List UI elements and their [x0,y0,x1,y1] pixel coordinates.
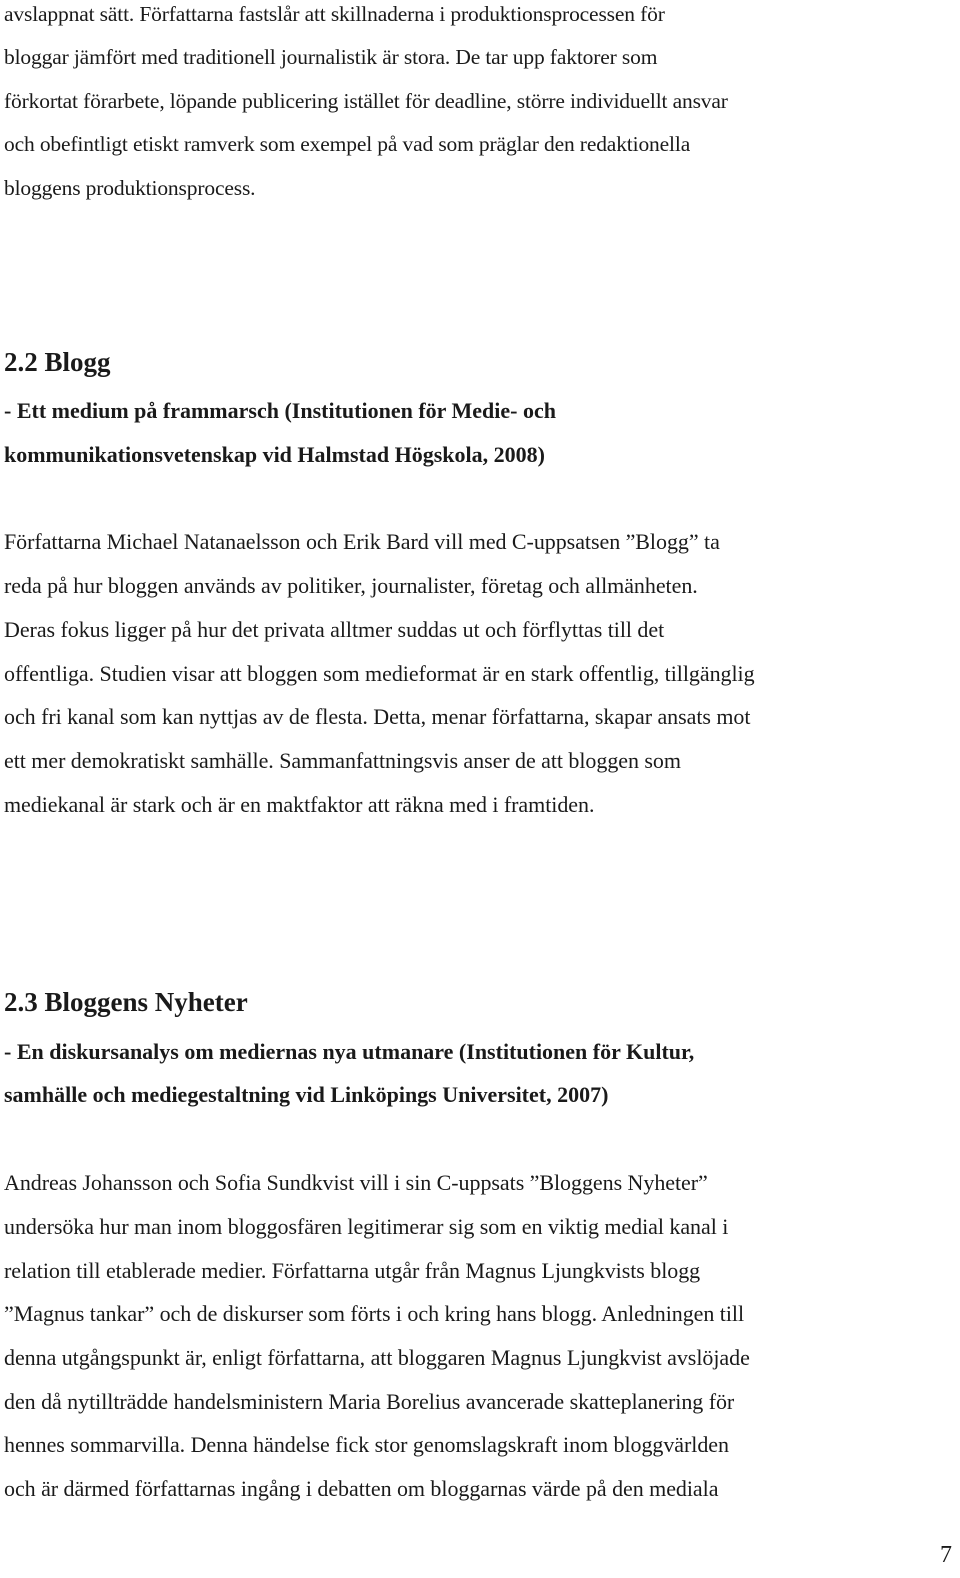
text-line: ”Magnus tankar” och de diskurser som förts i och kring hans blogg. Anledningen till [4,1301,745,1326]
section-subtitle-line: samhälle och mediegestaltning vid Linköpings Universitet, 2007) [4,1082,609,1107]
section-heading: 2.3 Bloggens Nyheter [4,987,248,1017]
section-subtitle-line: - En diskursanalys om mediernas nya utmanare (Institutionen för Kultur, [4,1039,695,1064]
page-number: 7 [940,1542,952,1568]
text-line: relation till etablerade medier. Författarna utgår från Magnus Ljungkvists blogg [4,1258,701,1283]
section-subtitle-line: kommunikationsvetenskap vid Halmstad Högskola, 2008) [4,442,545,467]
text-line: undersöka hur man inom bloggosfären legitimerar sig som en viktig medial kanal i [4,1214,729,1239]
section-heading: 2.2 Blogg [4,347,111,377]
text-line: reda på hur bloggen används av politiker, journalister, företag och allmänheten. [4,573,698,598]
text-line: mediekanal är stark och är en maktfaktor att räkna med i framtiden. [4,792,595,817]
section-subtitle-line: - Ett medium på frammarsch (Institutionen för Medie- och [4,398,556,423]
text-line: offentliga. Studien visar att bloggen som medieformat är en stark offentlig, tillgänglig [4,661,755,686]
text-line: och fri kanal som kan nyttjas av de flesta. Detta, menar författarna, skapar ansats mot [4,704,751,729]
text-line: hennes sommarvilla. Denna händelse fick stor genomslagskraft inom bloggvärlden [4,1432,729,1457]
text-line: Deras fokus ligger på hur det privata alltmer suddas ut och förflyttas till det [4,617,665,642]
text-line: bloggar jämfört med traditionell journalistik är stora. De tar upp faktorer som [4,45,658,69]
text-line: Författarna Michael Natanaelsson och Erik Bard vill med C-uppsatsen ”Blogg” ta [4,529,720,554]
text-line: Andreas Johansson och Sofia Sundkvist vill i sin C-uppsats ”Bloggens Nyheter” [4,1170,708,1195]
text-line: avslappnat sätt. Författarna fastslår att skillnaderna i produktionsprocessen för [4,2,665,26]
text-line: och obefintligt etiskt ramverk som exempel på vad som präglar den redaktionella [4,132,691,156]
text-line: denna utgångspunkt är, enligt författarna, att bloggaren Magnus Ljungkvist avslöjade [4,1345,750,1370]
text-line: och är därmed författarnas ingång i debatten om bloggarnas värde på den mediala [4,1476,719,1501]
text-line: den då nytillträdde handelsministern Maria Borelius avancerade skatteplanering för [4,1389,735,1414]
text-line: bloggens produktionsprocess. [4,176,256,200]
text-line: ett mer demokratiskt samhälle. Sammanfattningsvis anser de att bloggen som [4,748,681,773]
text-line: förkortat förarbete, löpande publicering istället för deadline, större individuellt ansvar [4,89,728,113]
